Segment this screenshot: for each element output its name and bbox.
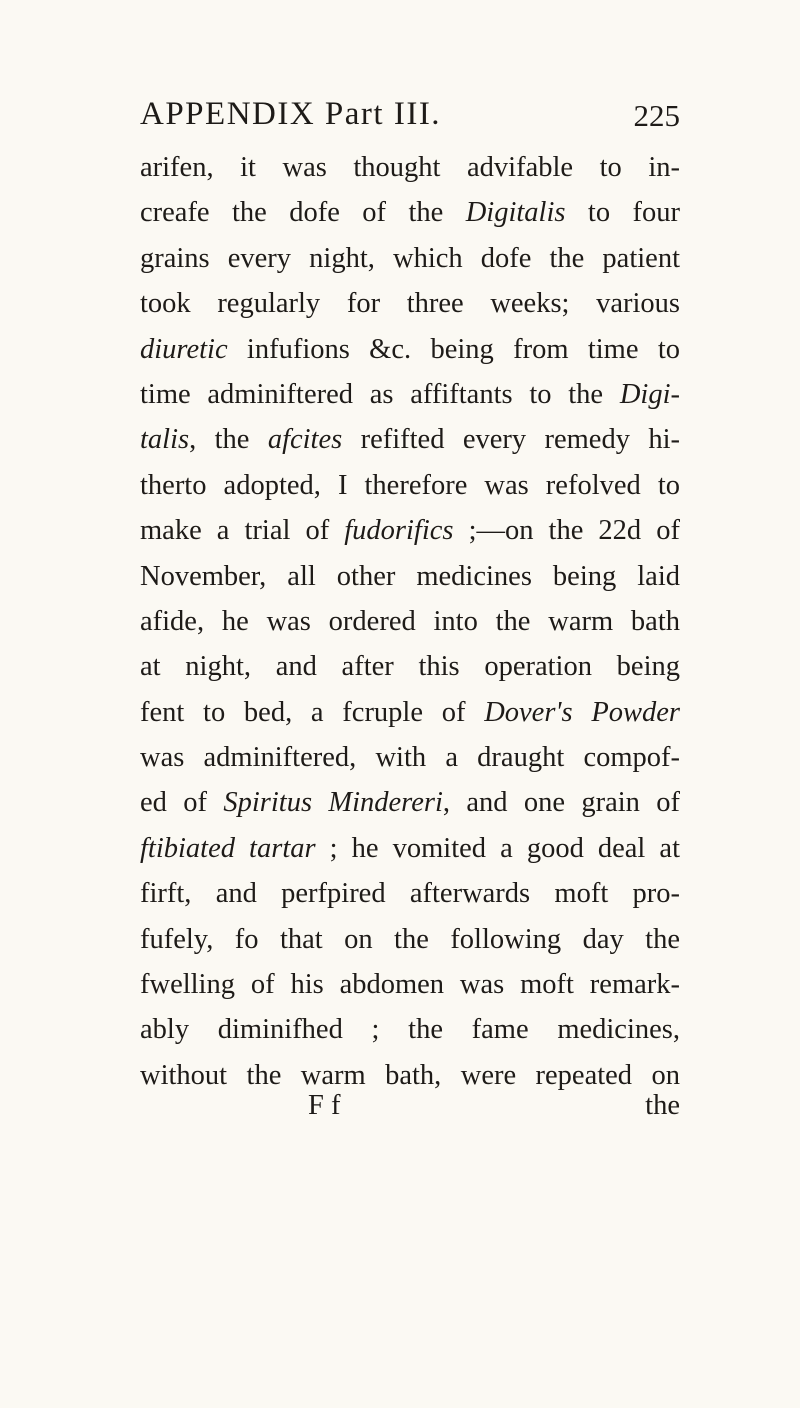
text-segment: without the warm bath, were repeated on — [140, 1059, 680, 1091]
text-line — [140, 599, 680, 644]
text-segment: creafe the dofe of the — [140, 197, 466, 229]
text-segment: , the — [189, 424, 268, 456]
text-segment: at night, and after this operation being — [140, 651, 680, 683]
page-number: 225 — [633, 98, 680, 133]
text-segment: , and one grain of — [442, 787, 680, 819]
text-line — [140, 644, 680, 689]
text-segment: ; he vomited a good deal at — [315, 832, 680, 864]
italic-text: fudorifics — [344, 515, 454, 547]
text-segment: ably diminifhed ; the fame medicines, — [140, 1014, 680, 1046]
text-line — [140, 1007, 680, 1052]
italic-text: Digi- — [619, 378, 680, 410]
text-line — [140, 281, 680, 326]
text-segment: fufely, fo that on the following day the — [140, 923, 680, 955]
text-line — [140, 145, 680, 190]
catchword: the — [645, 1090, 680, 1121]
text-segment: infufions &c. being from time to — [227, 333, 680, 365]
text-line — [140, 826, 680, 871]
text-line — [140, 372, 680, 417]
running-head: APPENDIX Part III. — [140, 96, 442, 132]
text-line — [140, 917, 680, 962]
text-segment: was adminiftered, with a draught compof- — [140, 742, 680, 774]
italic-text: talis — [140, 424, 190, 456]
text-segment: time adminiftered as affiftants to the — [140, 378, 620, 410]
signature-mark: F f — [308, 1090, 341, 1121]
text-line — [140, 190, 680, 235]
italic-text: diuretic — [140, 333, 228, 365]
text-line — [140, 236, 680, 281]
text-segment: took regularly for three weeks; various — [140, 288, 680, 320]
text-segment: to four — [565, 197, 680, 229]
text-line — [140, 554, 680, 599]
text-line — [140, 690, 680, 735]
text-line — [140, 417, 680, 462]
text-segment: November, all other medicines being laid — [140, 560, 680, 592]
text-segment: fent to bed, a fcruple of — [140, 696, 485, 728]
text-line — [140, 780, 680, 825]
page-header — [140, 92, 680, 152]
text-line — [140, 508, 680, 553]
text-segment: refifted every remedy hi- — [342, 424, 680, 456]
text-line — [140, 735, 680, 780]
italic-text: Dover's Powder — [484, 696, 680, 728]
text-line — [140, 463, 680, 508]
text-segment: make a trial of — [140, 515, 345, 547]
text-segment: therto adopted, I therefore was refolved to — [140, 469, 680, 501]
text-segment: ed of — [140, 787, 224, 819]
text-line — [140, 871, 680, 916]
text-segment: afide, he was ordered into the warm bath — [140, 605, 680, 637]
body-text — [140, 145, 680, 1098]
italic-text: Digitalis — [465, 197, 566, 229]
text-segment: grains every night, which dofe the patient — [140, 242, 680, 274]
text-segment: firft, and perfpired afterwards moft pro- — [140, 878, 680, 910]
text-line — [140, 962, 680, 1007]
italic-text: Spiritus Mindereri — [223, 787, 443, 819]
text-line — [140, 327, 680, 372]
italic-text: ftibiated tartar — [140, 832, 316, 864]
text-segment: arifen, it was thought advifable to in- — [140, 152, 680, 183]
footer-line — [140, 1090, 680, 1135]
text-segment: fwelling of his abdomen was moft remark- — [140, 969, 680, 1001]
italic-text: afcites — [267, 424, 343, 456]
text-segment: ;—on the 22d of — [453, 515, 680, 547]
